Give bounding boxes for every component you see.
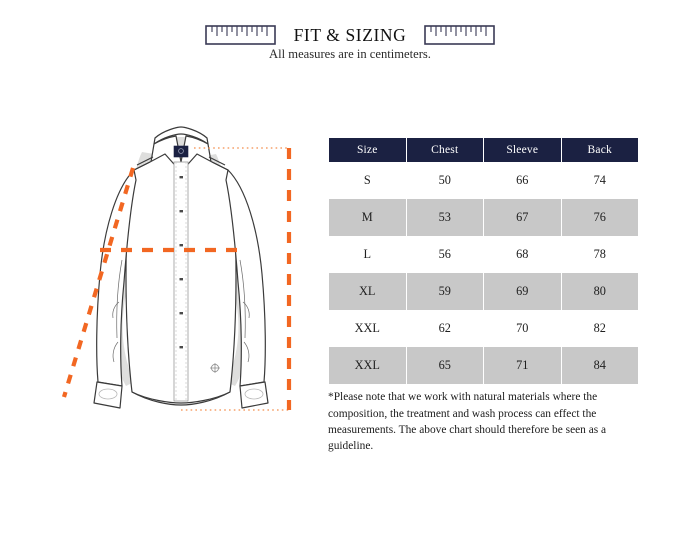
cell-chest: 53: [407, 199, 484, 236]
table-header-row: [329, 138, 638, 162]
cell-size: M: [329, 199, 406, 236]
cell-chest: 59: [407, 273, 484, 310]
ruler-icon: [424, 25, 495, 45]
shirt-illustration: [30, 110, 330, 450]
cell-back: 76: [562, 199, 639, 236]
cell-back: 82: [562, 310, 639, 347]
table-row: [329, 347, 638, 384]
cell-back: 80: [562, 273, 639, 310]
cell-back: 74: [562, 162, 639, 199]
collar-label-patch: [174, 146, 188, 157]
footnote-disclaimer: *Please note that we work with natural materials where the composition, the treatment and wash process can effect the measurements. The above chart should therefore be seen as a guideline.: [328, 391, 607, 452]
cell-sleeve: 68: [484, 236, 561, 273]
table-row: [329, 310, 638, 347]
column-header-back: Back: [562, 138, 639, 162]
cell-chest: 56: [407, 236, 484, 273]
column-header-size: Size: [329, 138, 406, 162]
subtitle: All measures are in centimeters.: [269, 47, 431, 61]
cell-chest: 50: [407, 162, 484, 199]
page-title: FIT & SIZING: [293, 24, 407, 45]
cell-chest: 62: [407, 310, 484, 347]
ruler-icon: [205, 25, 276, 45]
header: [0, 0, 700, 80]
column-header-chest: Chest: [407, 138, 484, 162]
cell-sleeve: 71: [484, 347, 561, 384]
cell-size: XXL: [329, 347, 406, 384]
size-chart-table: [328, 138, 639, 384]
cell-size: L: [329, 236, 406, 273]
column-header-sleeve: Sleeve: [484, 138, 561, 162]
cell-chest: 65: [407, 347, 484, 384]
cell-back: 84: [562, 347, 639, 384]
cell-size: XL: [329, 273, 406, 310]
table-row: [329, 273, 638, 310]
cell-sleeve: 66: [484, 162, 561, 199]
cell-sleeve: 70: [484, 310, 561, 347]
cell-back: 78: [562, 236, 639, 273]
cell-size: XXL: [329, 310, 406, 347]
table-row: [329, 162, 638, 199]
cell-sleeve: 67: [484, 199, 561, 236]
table-row: [329, 236, 638, 273]
table-row: [329, 199, 638, 236]
shirt-placket: [174, 162, 188, 401]
cell-sleeve: 69: [484, 273, 561, 310]
cell-size: S: [329, 162, 406, 199]
